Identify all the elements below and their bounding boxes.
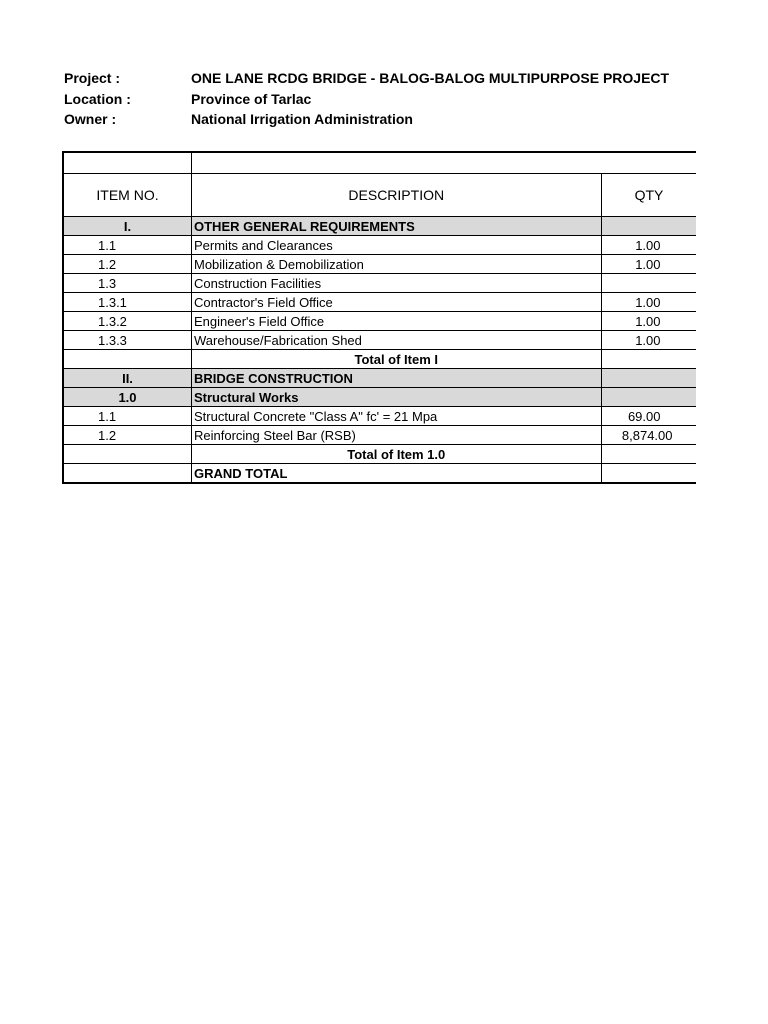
table-row: [63, 331, 696, 350]
table-row: [63, 236, 696, 255]
item-no-cell: II.: [63, 369, 192, 388]
qty-cell: [601, 388, 696, 407]
subtotal-label: Total of Item I: [192, 350, 602, 369]
subtotal-row: [63, 445, 696, 464]
grand-total-label: GRAND TOTAL: [192, 464, 602, 484]
column-header-item-no: ITEM NO.: [63, 174, 192, 217]
table-row: [63, 293, 696, 312]
table-row: [63, 255, 696, 274]
description-cell: Permits and Clearances: [192, 236, 602, 255]
location-label: Location :: [64, 91, 131, 107]
item-no-cell: [63, 445, 192, 464]
qty-cell: [601, 350, 696, 369]
table-row: [63, 426, 696, 445]
item-no-cell: 1.2: [63, 255, 192, 274]
item-no-cell: 1.3.3: [63, 331, 192, 350]
description-cell: Structural Works: [192, 388, 602, 407]
header-location-row: [64, 91, 311, 107]
table-row: [63, 369, 696, 388]
description-cell: BRIDGE CONSTRUCTION: [192, 369, 602, 388]
bill-of-quantities-sheet: [62, 151, 696, 496]
description-cell: Contractor's Field Office: [192, 293, 602, 312]
bill-of-quantities-table: [62, 151, 696, 484]
owner-label: Owner :: [64, 111, 117, 127]
description-cell: Mobilization & Demobilization: [192, 255, 602, 274]
item-no-cell: 1.0: [63, 388, 192, 407]
qty-cell: [601, 464, 696, 484]
qty-cell: [601, 445, 696, 464]
subtotal-row: [63, 350, 696, 369]
item-no-cell: 1.1: [63, 407, 192, 426]
item-no-cell: I.: [63, 217, 192, 236]
item-no-cell: 1.2: [63, 426, 192, 445]
table-row: [63, 312, 696, 331]
subtotal-label: Total of Item 1.0: [192, 445, 602, 464]
qty-cell: 1.00: [601, 255, 696, 274]
item-no-cell: 1.3: [63, 274, 192, 293]
qty-cell: [601, 369, 696, 388]
description-cell: Engineer's Field Office: [192, 312, 602, 331]
project-value-clip: [191, 70, 696, 86]
item-no-cell: [63, 350, 192, 369]
table-row: [63, 217, 696, 236]
table-row: [63, 388, 696, 407]
description-cell: OTHER GENERAL REQUIREMENTS: [192, 217, 602, 236]
grand-total-row: [63, 464, 696, 484]
item-no-cell: 1.1: [63, 236, 192, 255]
qty-cell: 1.00: [601, 236, 696, 255]
item-no-cell: [63, 464, 192, 484]
table-top-band: [63, 152, 696, 174]
project-value: ONE LANE RCDG BRIDGE - BALOG-BALOG MULTIPURPOSE PROJECT: [191, 70, 670, 86]
item-no-cell: 1.3.1: [63, 293, 192, 312]
description-cell: Warehouse/Fabrication Shed: [192, 331, 602, 350]
description-cell: Structural Concrete "Class A" fc' = 21 Mpa: [192, 407, 602, 426]
project-label: Project :: [64, 70, 121, 86]
qty-cell: [601, 217, 696, 236]
location-value: Province of Tarlac: [191, 91, 312, 107]
table-header-row: [63, 174, 696, 217]
column-header-qty: QTY: [601, 174, 696, 217]
qty-cell: 69.00: [601, 407, 696, 426]
qty-cell: 1.00: [601, 312, 696, 331]
qty-cell: 1.00: [601, 293, 696, 312]
item-no-cell: 1.3.2: [63, 312, 192, 331]
description-cell: Reinforcing Steel Bar (RSB): [192, 426, 602, 445]
header-project-row: [64, 70, 191, 86]
header-owner-row: [64, 111, 413, 127]
qty-cell: 8,874.00: [601, 426, 696, 445]
qty-cell: 1.00: [601, 331, 696, 350]
qty-cell: [601, 274, 696, 293]
table-row: [63, 274, 696, 293]
table-row: [63, 407, 696, 426]
description-cell: Construction Facilities: [192, 274, 602, 293]
column-header-description: DESCRIPTION: [192, 174, 602, 217]
owner-value: National Irrigation Administration: [191, 111, 413, 127]
